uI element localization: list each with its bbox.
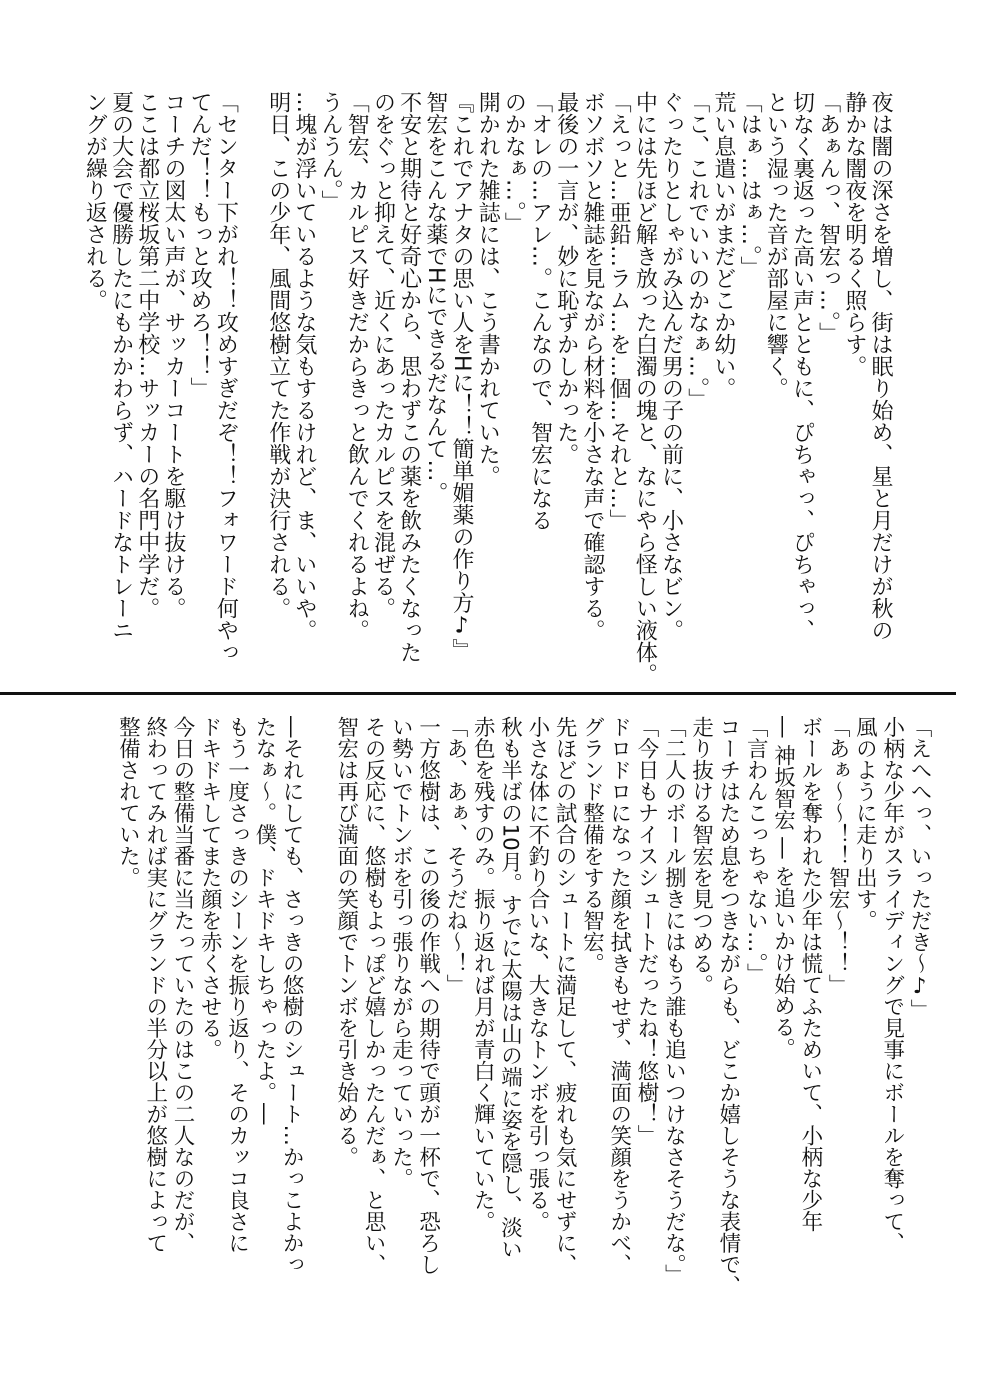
text-line: ―それにしても、さっきの悠樹のシュート…かっこよかっ (279, 716, 305, 1275)
text-line: 明日、この少年、風間悠樹立てた作戦が決行される。 (265, 91, 291, 619)
text-line: 静かな闇夜を明るく照らす。 (841, 91, 867, 377)
text-line: 夏の大会で優勝したにもかかわらず、ハードなトレーニ (108, 91, 134, 641)
text-line: ボソボソと雑誌を見ながら材料を小さな声で確認する。 (579, 91, 605, 641)
text-line: 最後の一言が、妙に恥ずかしかった。 (553, 91, 579, 465)
text-line: 「センター下がれ！！攻めすぎだぞ！！フォワード何やっ (213, 91, 239, 663)
text-line: コーチの図太い声が、サッカーコートを駆け抜ける。 (160, 91, 186, 619)
text-line: 「はぁ…はぁ…。」 (737, 91, 763, 278)
text-line: 「あぁ～～！！智宏～！！」 (825, 716, 851, 996)
text-line: ボールを奪われた少年は慌てふためいて、小柄な少年 (797, 716, 823, 1232)
text-line: 赤色を残すのみ。振り返れば月が青白く輝いていた。 (470, 716, 496, 1232)
text-line: 「二人のボール捌きにはもう誰も追いつけなさそうだな。」 (661, 716, 687, 1286)
text-line: 荒い息遣いがまだどこか幼い。 (710, 91, 736, 399)
text-line: 「あ、あぁ、そうだね～！」 (442, 716, 468, 996)
text-line: のをぐっと抑えて、近くにあったカルピスを混ぜる。 (370, 91, 396, 619)
text-line: 「オレの…アレ…。こんなので、智宏になる (527, 91, 553, 531)
top-text-section (55, 91, 893, 685)
text-line: 「あぁんっ、智宏っ…。」 (815, 91, 841, 344)
text-line: という湿った音が部屋に響く。 (763, 91, 789, 399)
paragraph (332, 716, 660, 1316)
bottom-text-section (87, 716, 933, 1316)
text-line: 秋も半ばの10月。すでに太陽は山の端に姿を隠し、淡い (497, 716, 523, 1260)
paragraph (841, 91, 893, 681)
text-line: コーチはため息をつきながらも、どこか嬉しそうな表情で、 (715, 716, 741, 1297)
text-line: 智宏をこんな薬でHにできるだなんて…。 (422, 91, 448, 504)
text-line: のかなぁ…。」 (501, 91, 527, 234)
text-line: 不安と期待と好奇心から、思わずこの薬を飲みたくなった (396, 91, 422, 663)
text-line: ングが繰り返される。 (82, 91, 108, 311)
text-line: 風のように走り出す。 (852, 716, 878, 931)
text-line: てんだ！！もっと攻めろ！！」 (187, 91, 213, 399)
text-line: 智宏は再び満面の笑顔でトンボを引き始める。 (333, 716, 359, 1168)
text-line: 夜は闇の深さを増し、街は眠り始め、星と月だけが秋の (868, 91, 893, 641)
text-line: 整備されていた。 (115, 716, 141, 888)
text-line: 「言わんこっちゃない…。」 (743, 716, 769, 985)
text-line: …塊が浮いているような気もするけれど、ま、いいや。 (291, 91, 317, 641)
text-line: うんうん。」 (318, 91, 344, 212)
text-line: 一方悠樹は、この後の作戦への期待で頭が一杯で、恐ろし (415, 716, 441, 1275)
text-line: 切なく裏返った高い声とともに、ぴちゃっ、ぴちゃっ、 (789, 91, 815, 641)
text-line: 「こ、これでいいのかなぁ…。」 (684, 91, 710, 410)
text-line: ドロドロになった顔を拭きもせず、満面の笑顔をうかべ、 (606, 716, 632, 1275)
text-line: 走り抜ける智宏を見つめる。 (688, 716, 714, 996)
text-line: ドキドキしてまた顔を赤くさせる。 (197, 716, 223, 1060)
text-line: グランド整備をする智宏。 (579, 716, 605, 974)
text-line: 小さな体に不釣り合いな、大きなトンボを引っ張る。 (524, 716, 550, 1232)
text-line: ぐったりとしゃがみ込んだ男の子の前に、小さなビン。 (658, 91, 684, 641)
text-line: その反応に、悠樹もよっぽど嬉しかったんだぁ、と思い、 (361, 716, 387, 1275)
text-line: 「今日もナイスシュートだったね！悠樹！」 (634, 716, 660, 1146)
text-line: 今日の整備当番に当たっていたのはこの二人なのだが、 (169, 716, 195, 1254)
paragraph (114, 716, 305, 1316)
text-line: い勢いでトンボを引っ張りながら走っていった。 (388, 716, 414, 1189)
text-line: 開かれた雑誌には、こう書かれていた。 (475, 91, 501, 487)
text-line: 先ほどの試合のシュートに満足して、疲れも気にせずに、 (552, 716, 578, 1275)
text-line: ― 神坂智宏 ― を追いかけ始める。 (770, 716, 796, 1060)
text-line: もう一度さっきのシーンを振り返り、そのカッコ良さに (224, 716, 250, 1254)
section-divider (0, 692, 956, 695)
paragraph (265, 91, 841, 685)
text-line: ここは都立桜坂第二中学校…サッカーの名門中学だ。 (134, 91, 160, 619)
paragraph (81, 91, 238, 681)
paragraph (660, 716, 933, 1316)
text-line: 「えっと…亜鉛…ラム…を…個…それと…」 (606, 91, 632, 531)
text-line: 「えへへっ、いっただき～♪」 (907, 716, 932, 1021)
text-line: たなぁ～。僕、ドキドキしちゃったよ。― (251, 716, 277, 1125)
text-line: 中には先ほど解き放った白濁の塊と、なにやら怪しい液体。 (632, 91, 658, 685)
text-line: 『これでアナタの思い人をHに！！簡単媚薬の作り方♪』 (449, 91, 474, 661)
text-line: 終わってみれば実にグランドの半分以上が悠樹によって (142, 716, 168, 1254)
text-line: 「智宏、カルピス好きだからきっと飲んでくれるよね。 (344, 91, 370, 641)
text-line: 小柄な少年がスライディングで見事にボールを奪って、 (879, 716, 905, 1254)
